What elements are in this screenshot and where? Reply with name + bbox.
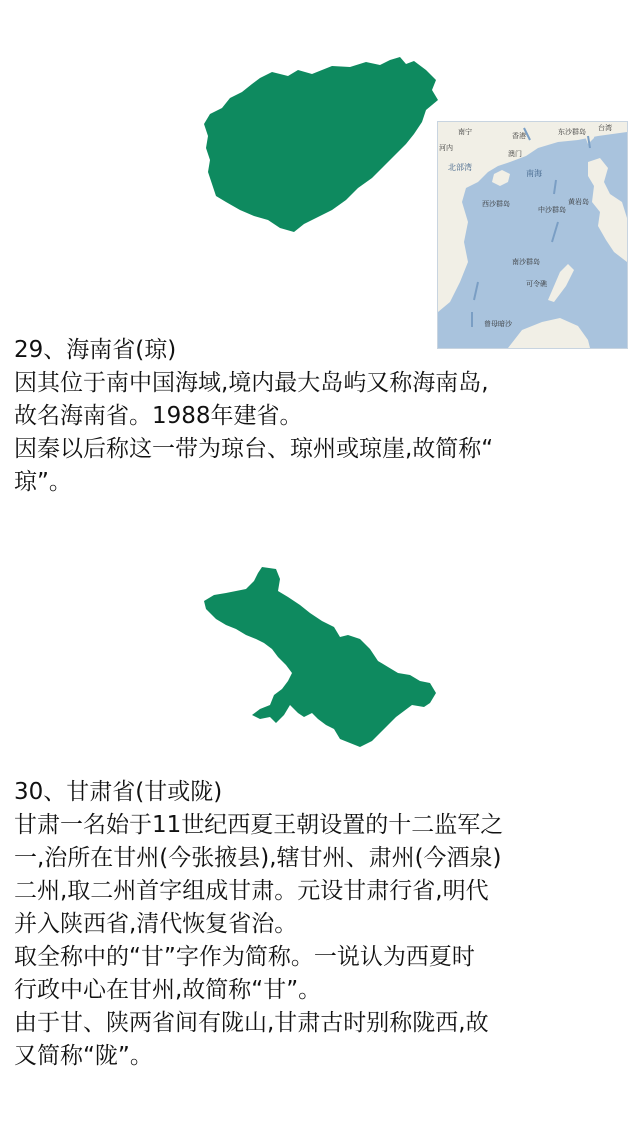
paragraph-line: 二州,取二州首字组成甘肃。元设甘肃行省,明代 <box>14 878 489 904</box>
paragraph-line: 行政中心在甘州,故简称“甘”。 <box>14 977 322 1003</box>
inset-label-hongkong: 香港 <box>512 132 526 140</box>
inset-label-dongsha: 东沙群岛 <box>558 128 586 136</box>
paragraph-line: 因其位于南中国海域,境内最大岛屿又称海南岛, <box>14 370 489 396</box>
gansu-shape <box>204 567 436 747</box>
paragraph-line: 甘肃一名始于11世纪西夏王朝设置的十二监军之 <box>14 812 504 838</box>
inset-label-zhongsha: 中沙群岛 <box>538 206 566 214</box>
inset-label-beibu-gulf: 北部湾 <box>448 163 472 172</box>
section-hainan <box>14 334 629 499</box>
gansu-province-map <box>200 565 440 750</box>
inset-label-taiwan: 台湾 <box>598 124 612 132</box>
inset-label-south-china-sea: 南海 <box>526 169 542 178</box>
hainan-shape <box>204 57 438 232</box>
paragraph-line: 因秦以后称这一带为琼台、琼州或琼崖,故简称“ <box>14 436 494 462</box>
paragraph-line: 琼”。 <box>14 469 72 495</box>
inset-label-nanning: 南宁 <box>458 128 472 136</box>
hainan-province-map <box>200 52 440 237</box>
inset-label-zengmu: 曾母暗沙 <box>484 320 512 328</box>
paragraph-line: 一,治所在甘州(今张掖县),辖甘州、肃州(今酒泉) <box>14 845 502 871</box>
inset-label-nansha: 南沙群岛 <box>512 258 540 266</box>
paragraph-line: 取全称中的“甘”字作为简称。一说认为西夏时 <box>14 944 475 970</box>
paragraph-line: 故名海南省。1988年建省。 <box>14 403 303 429</box>
section-gansu <box>14 776 629 1073</box>
paragraph-line: 并入陕西省,清代恢复省治。 <box>14 911 298 937</box>
section-heading: 29、海南省(琼) <box>14 337 177 363</box>
inset-label-huangyan: 黄岩岛 <box>568 198 589 206</box>
inset-map-graphic <box>438 122 627 348</box>
section-heading: 30、甘肃省(甘或陇) <box>14 779 223 805</box>
inset-label-hanoi: 河内 <box>439 144 453 152</box>
south-china-sea-inset-map <box>437 121 628 349</box>
inset-label-xisha: 西沙群岛 <box>482 200 510 208</box>
inset-label-macau: 澳门 <box>508 150 522 158</box>
inset-label-keling: 可令礁 <box>526 280 547 288</box>
paragraph-line: 由于甘、陕两省间有陇山,甘肃古时别称陇西,故 <box>14 1010 489 1036</box>
paragraph-line: 又简称“陇”。 <box>14 1043 153 1069</box>
